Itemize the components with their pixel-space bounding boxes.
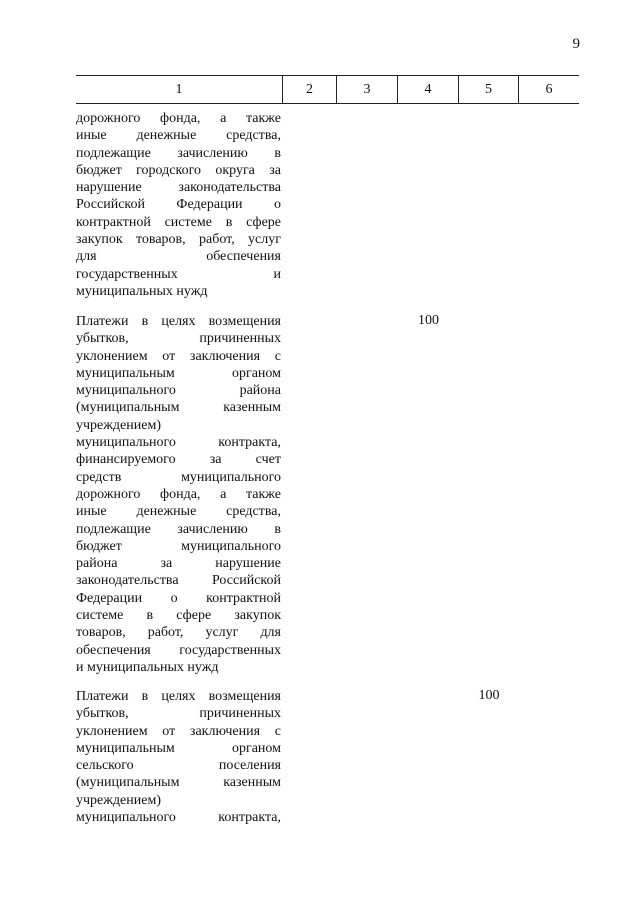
text-line: (муниципальным казенным bbox=[76, 400, 281, 416]
text-line: убытков, причиненных bbox=[76, 706, 281, 722]
text-line: сельского поселения bbox=[76, 758, 281, 774]
row-3-value-column-5: 100 bbox=[478, 688, 500, 703]
text-line: товаров, работ, услуг для bbox=[76, 625, 281, 641]
text-line: муниципального контракта, bbox=[76, 435, 281, 451]
text-line: подлежащие зачислению в bbox=[76, 145, 281, 161]
column-header-1: 1 bbox=[76, 76, 283, 103]
table-header-row bbox=[76, 75, 579, 104]
text-line: государственных и bbox=[76, 266, 281, 282]
text-line: убытков, причиненных bbox=[76, 331, 281, 347]
text-line: муниципальным органом bbox=[76, 740, 281, 756]
column-header-4: 4 bbox=[398, 76, 459, 103]
text-line: обеспечения государственных bbox=[76, 642, 281, 658]
text-line: иные денежные средства, bbox=[76, 128, 281, 144]
text-line: нарушение законодательства bbox=[76, 180, 281, 196]
text-line: Российской Федерации о bbox=[76, 197, 281, 213]
column-header-3: 3 bbox=[337, 76, 398, 103]
text-line: законодательства Российской bbox=[76, 573, 281, 589]
text-line: Платежи в целях возмещения bbox=[76, 689, 281, 704]
text-line: учреждением) bbox=[76, 417, 161, 433]
column-header-2: 2 bbox=[283, 76, 337, 103]
text-line: финансируемого за счет bbox=[76, 452, 281, 468]
text-line: муниципальным органом bbox=[76, 365, 281, 381]
text-line: дорожного фонда, а также bbox=[76, 486, 281, 502]
text-line: бюджет городского округа за bbox=[76, 162, 281, 178]
text-line: для обеспечения bbox=[76, 249, 281, 265]
text-line: системе в сфере закупок bbox=[76, 608, 281, 624]
text-line: средств муниципального bbox=[76, 469, 281, 485]
text-line: муниципального контракта, bbox=[76, 810, 281, 826]
text-line: и муниципальных нужд bbox=[76, 659, 219, 675]
text-line: дорожного фонда, а также bbox=[76, 111, 281, 126]
text-line: закупок товаров, работ, услуг bbox=[76, 232, 281, 248]
text-line: бюджет муниципального bbox=[76, 538, 281, 554]
text-line: уклонением от заключения с bbox=[76, 348, 281, 364]
text-line: подлежащие зачислению в bbox=[76, 521, 281, 537]
text-line: Федерации о контрактной bbox=[76, 590, 281, 606]
text-line: иные денежные средства, bbox=[76, 504, 281, 520]
page-number: 9 bbox=[572, 36, 580, 52]
row-3-description bbox=[76, 688, 281, 826]
column-header-6: 6 bbox=[545, 81, 553, 97]
text-line: (муниципальным казенным bbox=[76, 775, 281, 791]
text-line: уклонением от заключения с bbox=[76, 723, 281, 739]
text-line: Платежи в целях возмещения bbox=[76, 314, 281, 329]
text-line: муниципального района bbox=[76, 383, 281, 399]
text-line: учреждением) bbox=[76, 792, 161, 808]
row-2-description bbox=[76, 313, 281, 676]
text-line: района за нарушение bbox=[76, 556, 281, 572]
row-1-description bbox=[76, 110, 281, 300]
text-line: муниципальных нужд bbox=[76, 283, 208, 299]
column-header-5: 5 bbox=[459, 76, 519, 103]
text-line: контрактной системе в сфере bbox=[76, 214, 281, 230]
row-2-value-column-4: 100 bbox=[418, 313, 439, 328]
